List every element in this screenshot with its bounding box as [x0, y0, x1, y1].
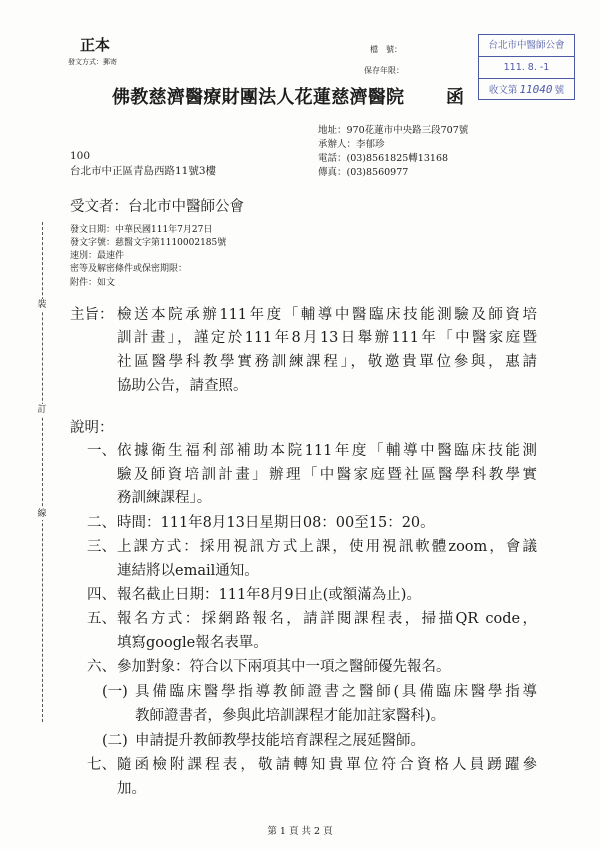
item-line: 加。	[117, 781, 146, 797]
receipt-stamp	[478, 34, 575, 100]
file-number-label: 檔 號：	[370, 45, 402, 54]
subitem-line: 具備臨床醫學指導教師證書之醫師(具備臨床醫學指導	[135, 684, 537, 700]
subject-line: 協助公告，請查照。	[117, 378, 248, 394]
dispatch-method: 發文方式：郵寄	[68, 58, 117, 66]
binding-char-bind: 裝	[37, 300, 47, 310]
subject-line: 訓計畫」，謹定於111年8月13日舉辦111年「中醫家庭暨	[117, 330, 537, 346]
item-line: 務訓練課程」。	[117, 490, 212, 506]
item-marker: 二、	[87, 515, 116, 531]
handwritten-receipt-number: 11040	[519, 83, 553, 96]
classification: 密等及解密條件或保密期限：	[70, 264, 188, 274]
sender-address: 地址：970花蓮市中央路三段707號	[318, 125, 469, 136]
item-line: 參加對象：符合以下兩項其中一項之醫師優先報名。	[117, 659, 451, 675]
subitem-marker: (二)	[102, 733, 128, 749]
issue-date: 發文日期：中華民國111年7月27日	[70, 225, 213, 235]
stamp-receipt-number	[479, 79, 574, 100]
recipient: 受文者：台北市中醫師公會	[70, 199, 244, 215]
item-marker: 四、	[87, 587, 116, 603]
item-marker: 五、	[87, 611, 116, 627]
item-line: 時間：111年8月13日星期日08：00至15：20。	[117, 515, 435, 531]
item-marker: 七、	[87, 757, 116, 773]
retention-period-label: 保存年限：	[364, 66, 404, 75]
attachment: 附件：如文	[70, 278, 116, 288]
item-line: 上課方式：採用視訊方式上課，使用視訊軟體zoom，會議	[117, 539, 537, 555]
document-type: 函	[446, 87, 464, 108]
binding-char-staple: 訂	[37, 405, 47, 415]
sender-phone: 電話：(03)8561825轉13168	[318, 153, 449, 164]
sender-handler: 承辦人：李郁珍	[318, 139, 385, 150]
item-line: 填寫google報名表單。	[117, 635, 268, 651]
subitem-marker: (一)	[102, 684, 128, 700]
binding-dashed-line	[42, 222, 43, 722]
explanation-label: 說明：	[70, 420, 114, 436]
mailing-address: 台北市中正區青島西路11號3樓	[70, 165, 217, 177]
subject-label: 主旨：	[70, 307, 114, 323]
item-line: 報名截止日期：111年8月9日止(或額滿為止)。	[117, 587, 421, 603]
item-line: 隨函檢附課程表，敬請轉知貴單位符合資格人員踴躍參	[117, 757, 537, 773]
subitem-line: 申請提升教師教學技能培育課程之展延醫師。	[135, 733, 425, 749]
sender-fax: 傳真：(03)8560977	[318, 167, 409, 178]
urgency: 速別：最速件	[70, 251, 125, 261]
stamp-receipt-prefix: 收文第	[488, 85, 518, 96]
postal-code: 100	[70, 150, 91, 162]
item-line: 報名方式：採網路報名，請詳閱課程表，掃描QR code，	[117, 611, 537, 627]
stamp-organization: 台北市中醫師公會	[479, 35, 574, 57]
item-marker: 六、	[87, 659, 116, 675]
binding-char-line: 線	[37, 509, 47, 519]
page-number: 第 1 頁 共 2 頁	[267, 826, 333, 837]
subitem-line: 教師證書者，參與此培訓課程才能加註家醫科)。	[135, 708, 446, 724]
stamp-receipt-suffix: 號	[554, 85, 565, 96]
copy-type-label: 正本	[80, 36, 111, 54]
stamp-date: 111. 8. -1	[479, 57, 574, 79]
item-marker: 三、	[87, 539, 116, 555]
item-line: 連結將以email通知。	[117, 563, 259, 579]
item-line: 依據衛生福利部補助本院111年度「輔導中醫臨床技能測	[117, 443, 537, 459]
document-number: 發文字號：慈醫文字第1110002185號	[70, 238, 227, 248]
issuer-title: 佛教慈濟醫療財團法人花蓮慈濟醫院	[112, 87, 404, 108]
item-line: 驗及師資培訓計畫」辦理「中醫家庭暨社區醫學科教學實	[117, 467, 537, 483]
subject-line: 檢送本院承辦111年度「輔導中醫臨床技能測驗及師資培	[117, 307, 537, 323]
item-marker: 一、	[87, 443, 116, 459]
subject-line: 社區醫學科教學實務訓練課程」，敬邀貴單位參與，惠請	[117, 354, 537, 370]
